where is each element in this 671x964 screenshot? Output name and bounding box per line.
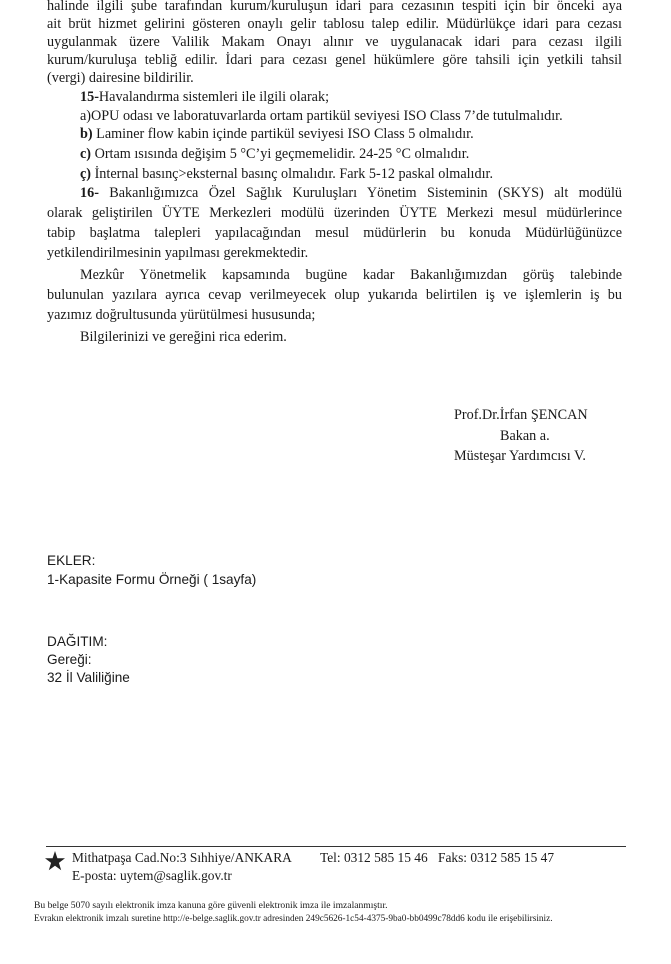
- signature-position: Müsteşar Yardımcısı V.: [454, 448, 586, 464]
- intro-line-5: (vergi) dairesine bildirilir.: [47, 70, 194, 86]
- closing-line-2: bulunulan yazılara ayrıca cevap verilmeyecek olup yukarıda belirtilen iş ve işlemlerin iş bu: [47, 287, 622, 303]
- item15-subitem-a: [80, 107, 563, 125]
- intro-line-2: ait brüt hizmet gelirini gösteren onaylı gelir tablosu talep edilir. Müdürlükçe idari para cezası: [47, 16, 622, 32]
- ministry-star-icon: [44, 850, 66, 872]
- closing-line-1: Mezkûr Yönetmelik kapsamında bugüne kadar Bakanlığımızdan görüş talebinde: [80, 267, 622, 283]
- signature-title: Bakan a.: [500, 428, 550, 444]
- item16-line-1-text: Bakanlığımızca Özel Sağlık Kuruluşları Yönetim Sisteminin (SKYS) alt modülü: [109, 185, 622, 201]
- item15-subitem-c-marker: c): [80, 146, 92, 162]
- distribution-label: DAĞITIM:: [47, 634, 108, 649]
- item15-heading: [80, 88, 329, 106]
- item15-subitem-b-marker: b): [80, 126, 93, 142]
- item15-subitem-c: [80, 145, 469, 163]
- item15-subitem-a-marker: a): [80, 108, 92, 124]
- item16-line-4: yetkilendirilmesinin yapılması gerekmektedir.: [47, 245, 309, 261]
- footer-address: Mithatpaşa Cad.No:3 Sıhhiye/ANKARA: [72, 850, 292, 865]
- distribution-sub: Gereği:: [47, 652, 92, 667]
- item16-line-1: [80, 184, 622, 202]
- footer-verification-note: Evrakın elektronik imzalı suretine http://e-belge.saglik.gov.tr adresinden 249c5626-1c54-4375-9ba0-bb0499c78dd6 kodu ile erişebilirsiniz.: [34, 914, 553, 924]
- item16-line-2: olarak geliştirilen ÜYTE Merkezleri modülü üzerinden ÜYTE Merkezi mesul müdürlerince: [47, 205, 622, 221]
- footer-phone: Tel: 0312 585 15 46: [320, 850, 428, 865]
- item15-number: 15-: [80, 89, 99, 105]
- item15-subitem-b-text: Laminer flow kabin içinde partikül seviyesi ISO Class 5 olmalıdır.: [96, 126, 474, 142]
- item15-subitem-cc: [80, 165, 493, 183]
- footer-esign-note: Bu belge 5070 sayılı elektronik imza kanuna göre güvenli elektronik imza ile imzalanmıştır.: [34, 900, 388, 911]
- distribution-item: 32 İl Valiliğine: [47, 670, 130, 685]
- signature-name: Prof.Dr.İrfan ŞENCAN: [454, 407, 588, 423]
- item15-subitem-a-text: OPU odası ve laboratuvarlarda ortam partikül seviyesi ISO Class 7’de tutulmalıdır.: [91, 108, 563, 124]
- item15-subitem-b: [80, 125, 474, 143]
- footer-fax: Faks: 0312 585 15 47: [438, 850, 555, 865]
- regards: Bilgilerinizi ve gereğini rica ederim.: [80, 329, 287, 345]
- intro-line-4: kurum/kuruluşa tebliğ edilir. İdari para cezası genel hükümlere göre tahsili için yetkili tahsil: [47, 52, 622, 68]
- intro-line-3: uygulanmak üzere Valilik Makam Onayı alınır ve uygulanacak idari para cezası ilgili: [47, 34, 622, 50]
- item15-subitem-c-text: Ortam ısısında değişim 5 °C’yi geçmemelidir. 24-25 °C olmalıdır.: [94, 146, 470, 162]
- item15-subitem-cc-text: İnternal basınç>eksternal basınç olmalıdır. Fark 5-12 paskal olmalıdır.: [94, 166, 494, 182]
- closing-line-3: yazımız doğrultusunda yürütülmesi hususunda;: [47, 307, 316, 323]
- item15-heading-text: Havalandırma sistemleri ile ilgili olarak;: [98, 89, 330, 105]
- attachments-item: 1-Kapasite Formu Örneği ( 1sayfa): [47, 572, 257, 587]
- item15-subitem-cc-marker: ç): [80, 166, 92, 182]
- item16-number: 16-: [80, 185, 99, 201]
- footer-divider: [46, 846, 626, 847]
- intro-line-1: halinde ilgili şube tarafından kurum/kuruluşun idari para cezasının tespiti için bir önceki aya: [47, 0, 622, 14]
- item16-line-3: tabip başlatma talepleri yapılacağından mesul müdürlerin bu konuda Müdürlüğünüzce: [47, 225, 622, 241]
- attachments-label: EKLER:: [47, 553, 96, 568]
- footer-email: E-posta: uytem@saglik.gov.tr: [72, 868, 232, 883]
